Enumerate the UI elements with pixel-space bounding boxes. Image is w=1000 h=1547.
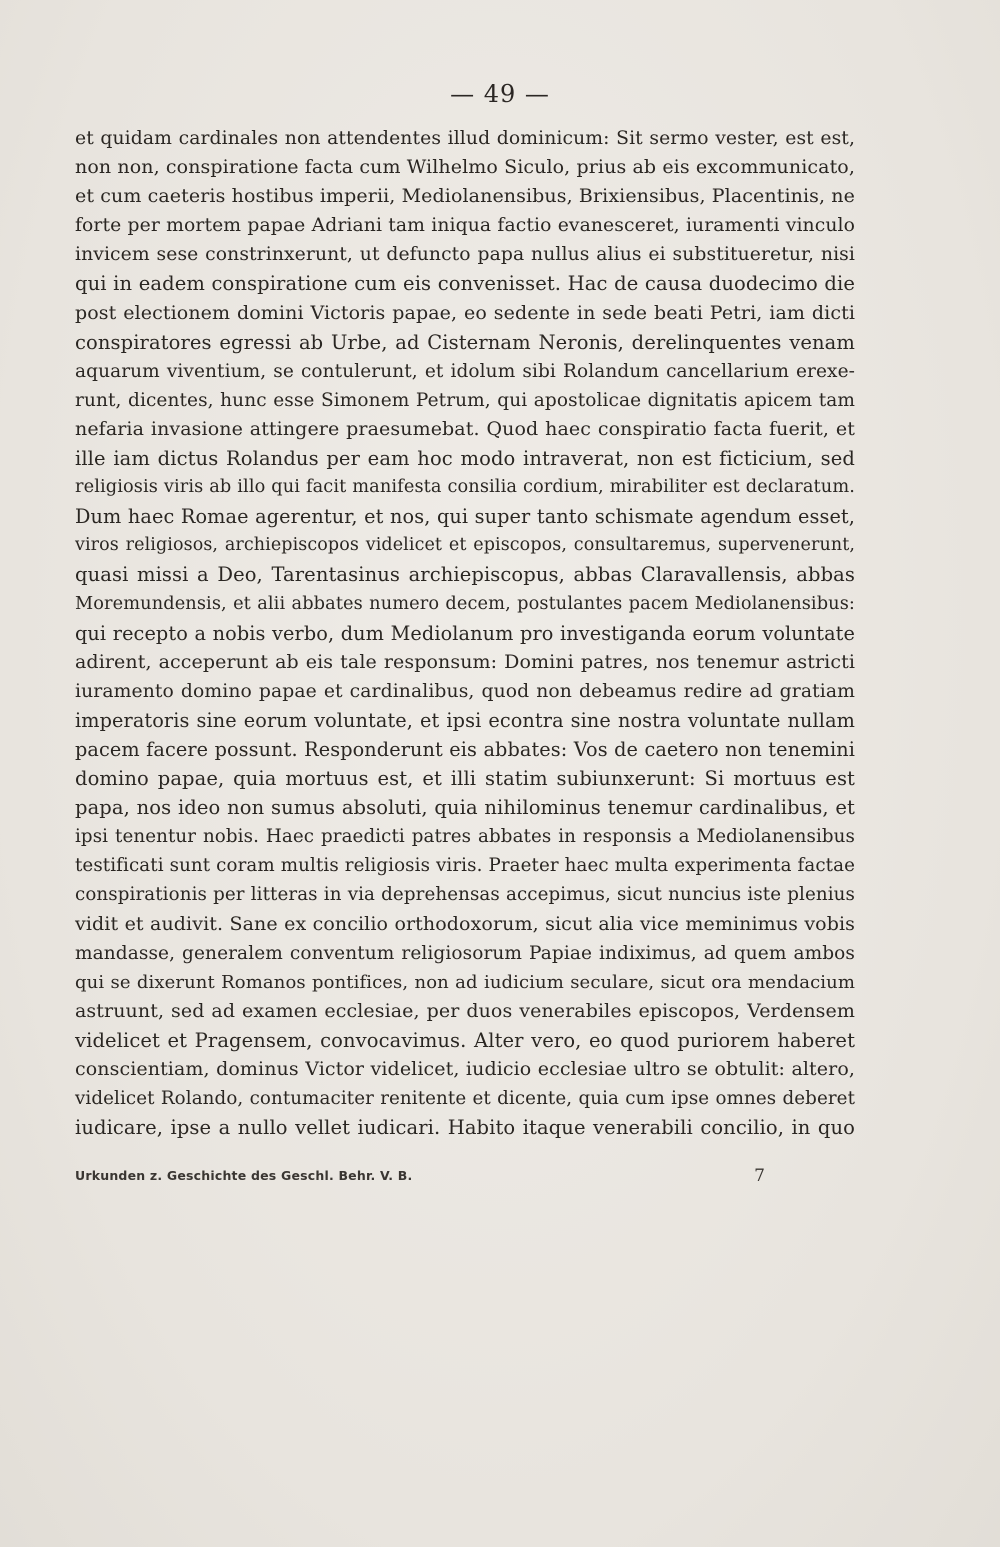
text-line: astruunt, sed ad examen ecclesiae, per duos venerabiles episcopos, Verdensem [75, 999, 855, 1022]
text-line: videlicet et Pragensem, convocavimus. Alter vero, eo quod puriorem haberet [75, 1028, 855, 1052]
text-line: qui recepto a nobis verbo, dum Mediolanum pro investiganda eorum voluntate [75, 621, 855, 645]
text-line: invicem sese constrinxerunt, ut defuncto papa nullus alius ei substitueretur, nisi [75, 244, 855, 266]
text-line: iudicare, ipse a nullo vellet iudicari. Habito itaque venerabili concilio, in quo [75, 1116, 855, 1140]
text-line: conspirationis per litteras in via deprehensas accepimus, sicut nuncius iste plenius [75, 884, 855, 906]
text-line: papa, nos ideo non sumus absoluti, quia nihilominus tenemur cardinalibus, et [75, 796, 855, 820]
source-note: Urkunden z. Geschichte des Geschl. Behr. V. B. [75, 1168, 413, 1183]
text-line: non non, conspiratione facta cum Wilhelmo Siculo, prius ab eis excommunicato, [75, 156, 855, 179]
text-line: et cum caeteris hostibus imperii, Mediolanensibus, Brixiensibus, Placentinis, ne [75, 185, 855, 208]
text-line: pacem facere possunt. Responderunt eis abbates: Vos de caetero non tenemini [75, 737, 855, 761]
text-line: conspiratores egressi ab Urbe, ad Cisternam Neronis, derelinquentes venam [75, 330, 855, 354]
text-line: domino papae, quia mortuus est, et illi statim subiunxerunt: Si mortuus est [75, 767, 855, 791]
text-line: Dum haec Romae agerentur, et nos, qui super tanto schismate agendum esset, [75, 505, 855, 529]
text-line: videlicet Rolando, contumaciter renitente et dicente, quia cum ipse omnes deberet [75, 1088, 855, 1110]
text-line: aquarum viventium, se contulerunt, et idolum sibi Rolandum cancellarium erexe- [75, 360, 855, 382]
text-line: Moremundensis, et alii abbates numero decem, postulantes pacem Mediolanensibus: [75, 593, 855, 614]
text-line: et quidam cardinales non attendentes illud dominicum: Sit sermo vester, est est, [75, 128, 855, 149]
page-footer [75, 1168, 765, 1192]
text-line: ipsi tenentur nobis. Haec praedicti patres abbates in responsis a Mediolanensibus [75, 826, 855, 848]
text-line: qui se dixerunt Romanos pontifices, non ad iudicium seculare, sicut ora mendacium [75, 971, 855, 993]
text-line: forte per mortem papae Adriani tam iniqua factio evanesceret, iuramenti vinculo [75, 215, 855, 237]
text-line: testificati sunt coram multis religiosis viris. Praeter haec multa experimenta factae [75, 855, 855, 877]
text-line: iuramento domino papae et cardinalibus, quod non debeamus redire ad gratiam [75, 680, 855, 702]
text-line: adirent, acceperunt ab eis tale responsum: Domini patres, nos tenemur astricti [75, 650, 855, 673]
text-line: nefaria invasione attingere praesumebat. Quod haec conspiratio facta fuerit, et [75, 417, 855, 440]
signature-mark: 7 [754, 1166, 765, 1186]
text-line: religiosis viris ab illo qui facit manifesta consilia cordium, mirabiliter est declaratum. [75, 477, 855, 498]
body-text [75, 124, 855, 1142]
text-line: runt, dicentes, hunc esse Simonem Petrum, qui apostolicae dignitatis apicem tam [75, 389, 855, 411]
text-line: post electionem domini Victoris papae, eo sedente in sede beati Petri, iam dicti [75, 301, 855, 324]
page-number: — 49 — [450, 80, 550, 108]
text-line: viros religiosos, archiepiscopos videlicet et episcopos, consultaremus, supervenerunt, [75, 535, 855, 556]
text-line: mandasse, generalem conventum religiosorum Papiae indiximus, ad quem ambos [75, 942, 855, 964]
text-line: qui in eadem conspiratione cum eis convenisset. Hac de causa duodecimo die [75, 272, 855, 296]
text-line: conscientiam, dominus Victor videlicet, iudicio ecclesiae ultro se obtulit: altero, [75, 1058, 855, 1080]
text-line: quasi missi a Deo, Tarentasinus archiepiscopus, abbas Claravallensis, abbas [75, 563, 855, 587]
text-line: vidit et audivit. Sane ex concilio orthodoxorum, sicut alia vice meminimus vobis [75, 912, 855, 935]
text-line: ille iam dictus Rolandus per eam hoc modo intraverat, non est ficticium, sed [75, 447, 855, 471]
text-line: imperatoris sine eorum voluntate, et ipsi econtra sine nostra voluntate nullam [75, 708, 855, 732]
